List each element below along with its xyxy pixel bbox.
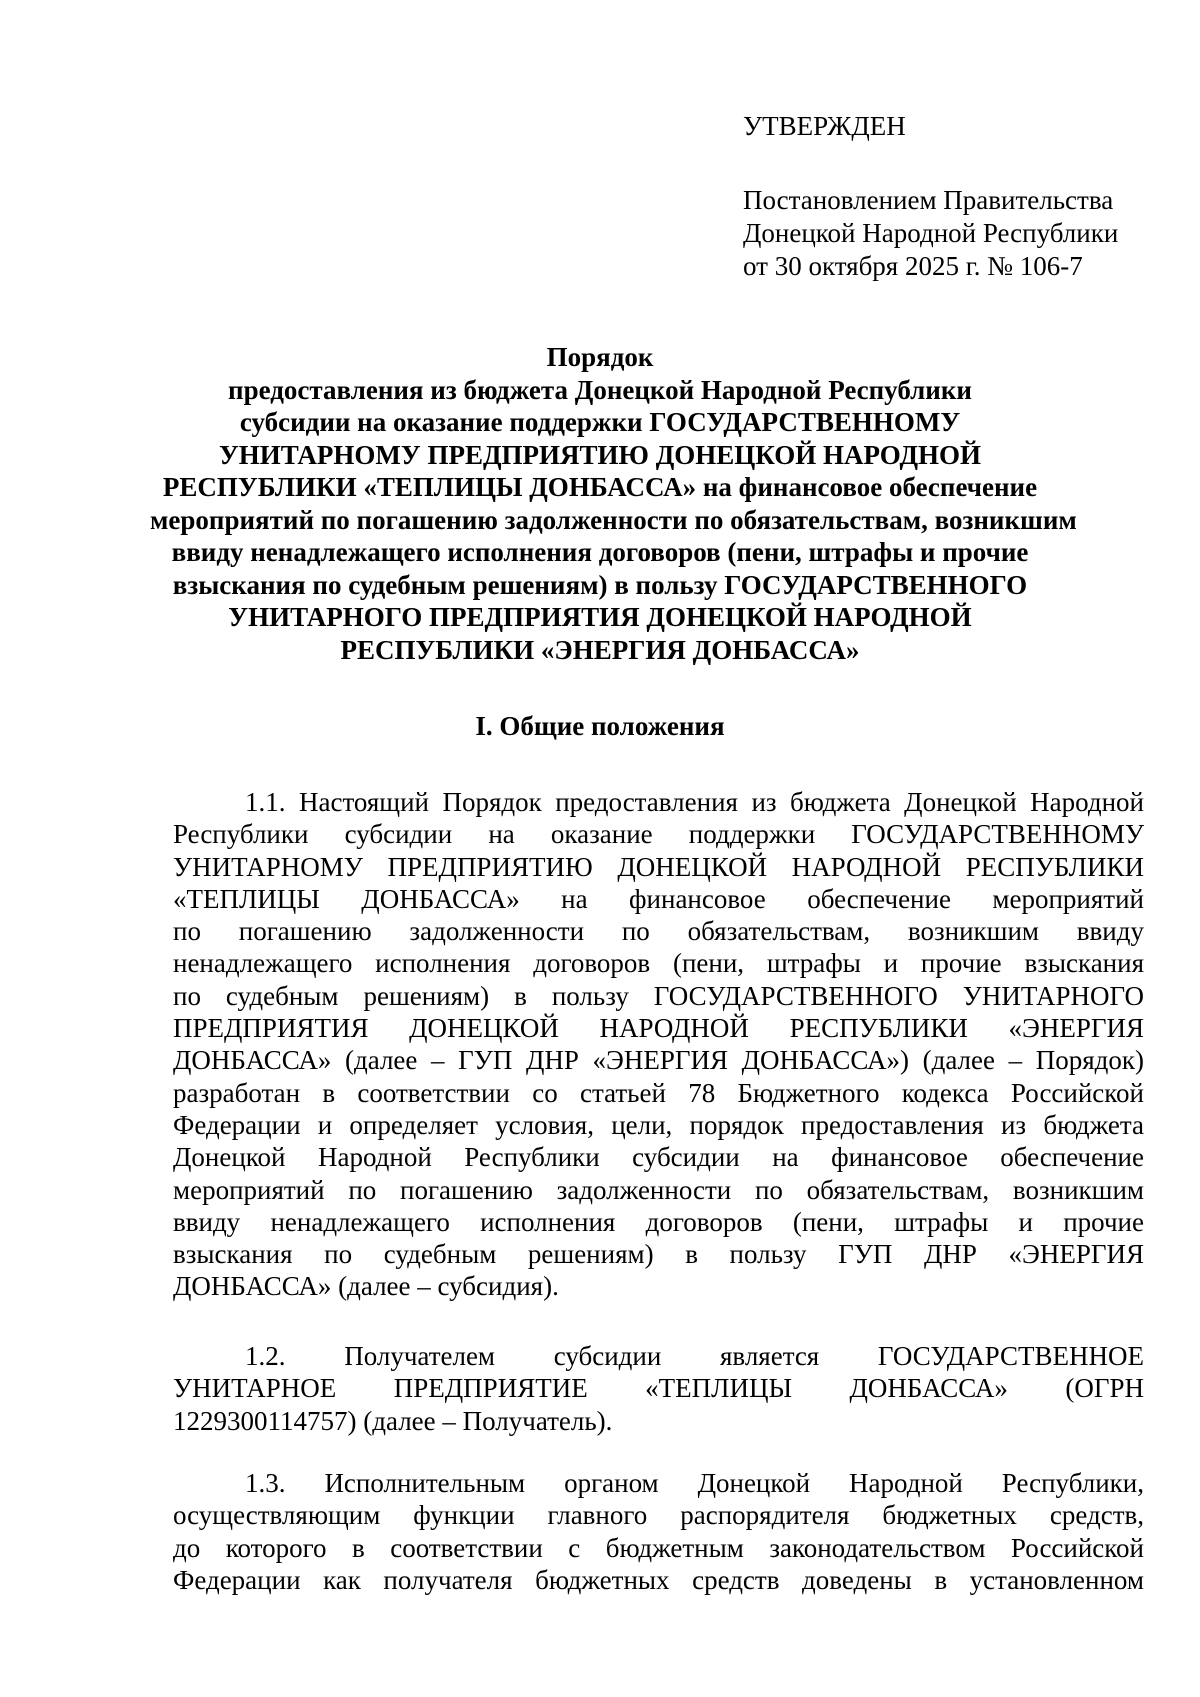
paragraph-line: Федерации как получателя бюджетных средств доведены в установленном [173, 1564, 1144, 1595]
title-line: УНИТАРНОГО ПРЕДПРИЯТИЯ ДОНЕЦКОЙ НАРОДНОЙ [228, 602, 972, 632]
paragraph-line: разработан в соответствии со статьей 78 Бюджетного кодекса Российской [173, 1077, 1144, 1108]
paragraph-line: «ТЕПЛИЦЫ ДОНБАССА» на финансовое обеспечение мероприятий [173, 883, 1144, 914]
paragraph-line: Республики субсидии на оказание поддержки ГОСУДАРСТВЕННОМУ [173, 819, 1144, 850]
document-title [150, 341, 1077, 666]
paragraph-line: до которого в соответствии с бюджетным законодательством Российской [173, 1532, 1144, 1563]
title-line: РЕСПУБЛИКИ «ТЕПЛИЦЫ ДОНБАССА» на финансовое обеспечение [162, 472, 1038, 502]
title-line: мероприятий по погашению задолженности по обязательствам, возникшим [150, 504, 1077, 535]
paragraph-1-2 [173, 1340, 1144, 1437]
paragraph-line: 1229300114757) (далее – Получатель). [173, 1405, 613, 1436]
paragraph-line: мероприятий по погашению задолженности по обязательствам, возникшим [173, 1174, 1144, 1205]
approval-line: Донецкой Народной Республики [743, 218, 1119, 248]
paragraph-line: по судебным решениям) в пользу ГОСУДАРСТВЕННОГО УНИТАРНОГО [173, 980, 1144, 1011]
paragraph-1-1 [173, 786, 1144, 1303]
paragraph-line: 1.2. Получателем субсидии является ГОСУДАРСТВЕННОЕ [245, 1341, 1144, 1371]
title-line: ввиду ненадлежащего исполнения договоров (пени, штрафы и прочие [171, 537, 1029, 567]
paragraph-line: ДОНБАССА» (далее – ГУП ДНР «ЭНЕРГИЯ ДОНБАССА») (далее – Порядок) [173, 1045, 1144, 1076]
title-line: РЕСПУБЛИКИ «ЭНЕРГИЯ ДОНБАССА» [340, 634, 860, 665]
paragraph-line: ненадлежащего исполнения договоров (пени, штрафы и прочие взыскания [173, 948, 1144, 979]
paragraph-line: УНИТАРНОЕ ПРЕДПРИЯТИЕ «ТЕПЛИЦЫ ДОНБАССА» (ОГРН [173, 1373, 1144, 1404]
paragraph-line: Донецкой Народной Республики субсидии на финансовое обеспечение [173, 1142, 1144, 1173]
approval-stamp [743, 110, 1163, 283]
title-line: УНИТАРНОМУ ПРЕДПРИЯТИЮ ДОНЕЦКОЙ НАРОДНОЙ [218, 439, 982, 470]
paragraph-line: Федерации и определяет условия, цели, порядок предоставления из бюджета [173, 1109, 1144, 1140]
paragraph-line: взыскания по судебным решениям) в пользу ГУП ДНР «ЭНЕРГИЯ [173, 1239, 1144, 1270]
approval-line: Постановлением Правительства [743, 185, 1114, 215]
title-line: Порядок [546, 342, 654, 372]
paragraph-line: осуществляющим функции главного распорядителя бюджетных средств, [173, 1500, 1144, 1531]
approval-line: от 30 октября 2025 г. № 106-7 [743, 251, 1083, 281]
section-heading: I. Общие положения [475, 711, 725, 741]
paragraph-line: 1.3. Исполнительным органом Донецкой Народной Республики, [245, 1468, 1144, 1498]
title-line: взыскания по судебным решениям) в пользу ГОСУДАРСТВЕННОГО [172, 569, 1028, 600]
paragraph-line: УНИТАРНОМУ ПРЕДПРИЯТИЮ ДОНЕЦКОЙ НАРОДНОЙ РЕСПУБЛИКИ [173, 851, 1144, 882]
paragraph-line: ПРЕДПРИЯТИЯ ДОНЕЦКОЙ НАРОДНОЙ РЕСПУБЛИКИ «ЭНЕРГИЯ [173, 1013, 1144, 1044]
paragraph-1-3 [173, 1467, 1144, 1596]
paragraph-line: по погашению задолженности по обязательствам, возникшим ввиду [173, 916, 1144, 947]
title-line: предоставления из бюджета Донецкой Народной Республики [228, 374, 972, 405]
approval-heading: УТВЕРЖДЕН [743, 111, 906, 141]
title-line: субсидии на оказание поддержки ГОСУДАРСТВЕННОМУ [239, 407, 961, 437]
paragraph-line: ДОНБАССА» (далее – субсидия). [173, 1271, 559, 1302]
paragraph-line: 1.1. Настоящий Порядок предоставления из бюджета Донецкой Народной [245, 787, 1144, 817]
paragraph-line: ввиду ненадлежащего исполнения договоров (пени, штрафы и прочие [173, 1206, 1144, 1237]
